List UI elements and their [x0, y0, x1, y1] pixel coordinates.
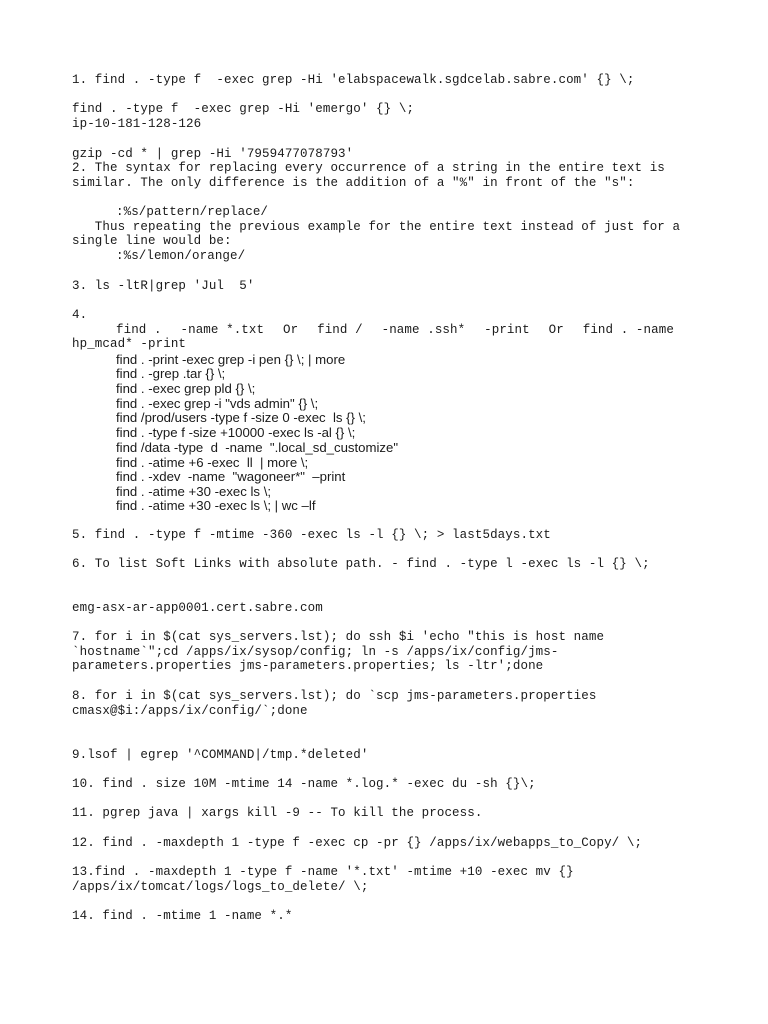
or-word-2: Or [548, 323, 564, 337]
find-cmd-9: find . -xdev -name "wagoneer*" –print [116, 469, 346, 484]
note-line-5: 5. find . -type f -mtime -360 -exec ls -l {} \; > last5days.txt [72, 528, 551, 542]
note-line-3: 3. ls -ltR|grep 'Jul 5' [72, 279, 255, 293]
note-line-13a: 13.find . -maxdepth 1 -type f -name '*.txt' -mtime +10 -exec mv {} [72, 865, 574, 879]
note-line-10: 10. find . size 10M -mtime 14 -name *.log.* -exec du -sh {}\; [72, 777, 536, 791]
note-line-13b: /apps/ix/tomcat/logs/logs_to_delete/ \; [72, 880, 369, 894]
note-line-9: 9.lsof | egrep '^COMMAND|/tmp.*deleted' [72, 748, 369, 762]
name-txt: -name *.txt [180, 323, 265, 337]
find-cmd-5: find /prod/users -type f -size 0 -exec ls {} \; [116, 410, 366, 425]
note-line-7c: parameters.properties jms-parameters.properties; ls -ltr';done [72, 659, 544, 673]
find-cmd-1: find . -print -exec grep -i pen {} \; | more [116, 352, 346, 367]
or-word-1: Or [283, 323, 299, 337]
find-cmd-11: find . -atime +30 -exec ls \; | wc –lf [116, 498, 316, 513]
note-line-hostname: emg-asx-ar-app0001.cert.sabre.com [72, 601, 323, 615]
note-line-14: 14. find . -mtime 1 -name *.* [72, 909, 293, 923]
note-line-6: 6. To list Soft Links with absolute path. - find . -type l -exec ls -l {} \; [72, 557, 650, 571]
note-line-8a: 8. for i in $(cat sys_servers.lst); do `scp jms-parameters.properties [72, 689, 597, 703]
find-word-1: find . [116, 323, 162, 337]
name-ssh: -name .ssh* [381, 323, 466, 337]
find-cmd-10: find . -atime +30 -exec ls \; [116, 484, 272, 499]
note-line-7a: 7. for i in $(cat sys_servers.lst); do ssh $i 'echo "this is host name [72, 630, 605, 644]
note-line-11: 11. pgrep java | xargs kill -9 -- To kill the process. [72, 806, 483, 820]
note-line-12: 12. find . -maxdepth 1 -type f -exec cp -pr {} /apps/ix/webapps_to_Copy/ \; [72, 836, 643, 850]
note-line-pattern: :%s/pattern/replace/ [116, 205, 269, 219]
find-cmd-3: find . -exec grep pld {} \; [116, 381, 256, 396]
note-line-thus: Thus repeating the previous example for the entire text instead of just for a [72, 220, 681, 234]
note-line-2b: similar. The only difference is the addition of a "%" in front of the "s": [72, 176, 635, 190]
note-line-single: single line would be: [72, 234, 232, 248]
note-line-4: 4. [72, 308, 88, 322]
find-cmd-8: find . -atime +6 -exec ll | more \; [116, 455, 309, 470]
find-cmd-4: find . -exec grep -i "vds admin" {} \; [116, 396, 319, 411]
find-name: find . -name [582, 323, 674, 337]
find-cmd-6: find . -type f -size +10000 -exec ls -al {} \; [116, 425, 356, 440]
find-root: find / [317, 323, 363, 337]
note-line-gzip: gzip -cd * | grep -Hi '7959477078793' [72, 147, 354, 161]
note-line-ip: ip-10-181-128-126 [72, 117, 202, 131]
print-word: -print [484, 323, 530, 337]
note-line-8b: cmasx@$i:/apps/ix/config/`;done [72, 704, 308, 718]
note-line-1: 1. find . -type f -exec grep -Hi 'elabspacewalk.sgdcelab.sabre.com' {} \; [72, 73, 635, 87]
note-line-2a: 2. The syntax for replacing every occurrence of a string in the entire text is [72, 161, 665, 175]
note-line-lemon: :%s/lemon/orange/ [116, 249, 246, 263]
find-cmd-7: find /data -type d -name ".local_sd_customize" [116, 440, 399, 455]
note-line-7b: `hostname`";cd /apps/ix/sysop/config; ln -s /apps/ix/config/jms- [72, 645, 559, 659]
note-line-find-emergo: find . -type f -exec grep -Hi 'emergo' {} \; [72, 102, 415, 116]
find-cmd-2: find . -grep .tar {} \; [116, 366, 226, 381]
note-line-hp-mcad: hp_mcad* -print [72, 337, 187, 351]
note-line-4-find-row [116, 323, 674, 338]
